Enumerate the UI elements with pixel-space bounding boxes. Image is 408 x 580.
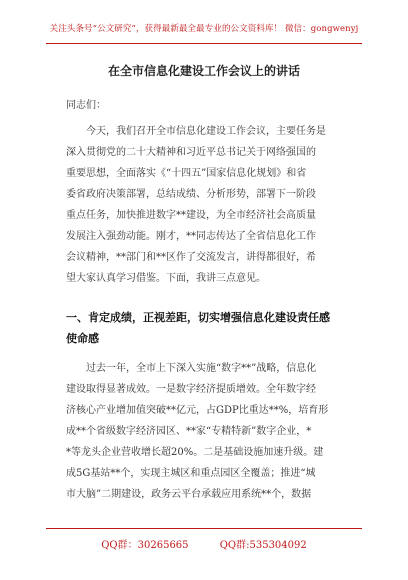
text-line: 发展注入强劲动能。刚才，**同志传达了全省信息化工作 [66,231,316,242]
footer-divider [46,528,362,529]
heading-line: 使命感 [66,332,99,345]
text-line: 建设取得显著成效。一是数字经济提质增效。全年数字经 [66,384,316,395]
paragraph-achievements [66,358,350,505]
paragraph-intro [66,121,350,289]
text-line: 重要思想，全面落实《“十四五”国家信息化规划》和省 [66,168,307,179]
text-line: 市大脑”二期建设，政务云平台承载应用系统**个，数据 [66,489,312,500]
text-line: 深入贯彻党的二十大精神和习近平总书记关于网络强国的 [66,147,316,158]
document-title: 在全市信息化建设工作会议上的讲话 [107,64,300,78]
text-line: 过去一年，全市上下深入实施“数字**”战略，信息化 [86,363,317,374]
qq-group-2: QQ群:535304092 [219,540,307,551]
section-heading-1 [66,307,352,349]
qq-group-1: QQ群：30265665 [101,540,189,551]
heading-line: 一、肯定成绩，正视差距，切实增强信息化建设责任感 [66,311,330,324]
footer-contact [0,536,408,551]
text-line: 会议精神，**部门和**区作了交流发言，讲得都很好，希 [66,252,316,263]
salutation: 同志们： [66,100,106,111]
header-banner: 关注头条号“公文研究”，获得最新最全最专业的公文资料库！ 微信：gongwenyj [49,24,359,34]
text-line: 望大家认真学习借鉴。下面，我讲三点意见。 [66,273,266,284]
text-line: 成5G基站**个，实现主城区和重点园区全覆盖；推进“城 [66,468,316,479]
text-line: 济核心产业增加值突破**亿元，占GDP比重达**%，培育形 [66,405,329,416]
text-line: 重点任务，加快推进数字**建设，为全市经济社会高质量 [66,210,316,221]
text-line: *等龙头企业营收增长超20%。二是基础设施加速升级。建 [66,447,324,458]
text-line: 委省政府决策部署，总结成绩、分析形势，部署下一阶段 [66,189,316,200]
text-line: 成**个省级数字经济园区、**家“专精特新”数字企业，* [66,426,312,437]
header-divider [46,43,362,44]
text-line: 今天，我们召开全市信息化建设工作会议，主要任务是 [86,126,326,137]
